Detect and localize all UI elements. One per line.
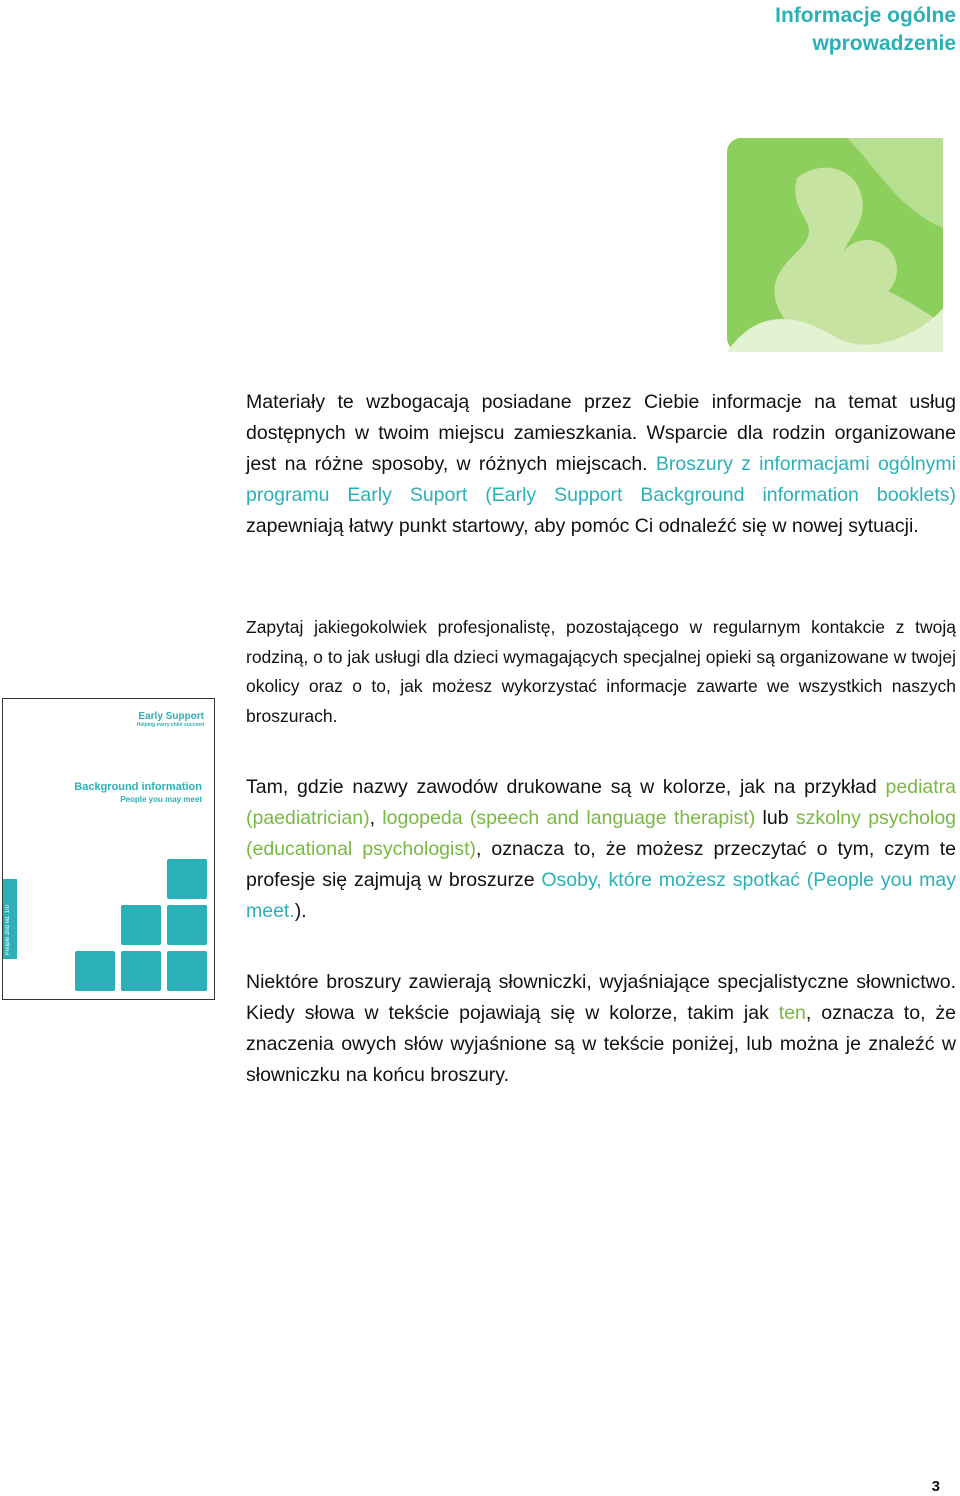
glossary-paragraph — [246, 967, 956, 1091]
glossary-text-end: , oznacza to, że znaczenia owych słów wyjaśnione są w tekście poniżej, lub można je znaleźć w słowniczku na końcu broszury. — [246, 1002, 957, 1086]
psychologist-term: szkolny psycholog (educational psychologist) — [246, 807, 957, 860]
parent-child-icon — [121, 905, 161, 945]
comma: , — [369, 807, 375, 829]
family-icon — [75, 951, 115, 991]
professions-paragraph — [246, 772, 956, 927]
professions-text: Tam, gdzie nazwy zawodów drukowane są w kolorze, jak na przykład — [246, 776, 877, 798]
closing-paren: ). — [294, 900, 307, 922]
intro-paragraph — [246, 387, 956, 542]
booklet-heading: Background information — [74, 781, 202, 793]
pediatrician-term: pediatra (paediatrician) — [246, 776, 956, 829]
intro-text-end: zapewniają łatwy punkt startowy, aby pomóc Ci odnaleźć się w nowej sytuacji. — [246, 515, 919, 537]
ask-professional-paragraph: Zapytaj jakiegokolwiek profesjonalistę, pozostającego w regularnym kontakcie z twoją rodziną, o to jak usługi dla dzieci wymagających specjalnej opieki są organizowane w twojej okolicy oraz o to, jak możesz wykorzystać informacje zawarte we wszystkich naszych broszurach. — [246, 617, 956, 726]
booklet-brand-title: Early Support — [138, 711, 204, 722]
intro-text: Materiały te wzbogacają posiadane przez Ciebie informacje na temat usług dostępnych w twoim miejscu zamieszkania. Wsparcie dla rodzin organizowane jest na różne sposoby, w różnych miejscach. — [246, 391, 956, 475]
or-text: lub — [762, 807, 789, 829]
stethoscope-icon — [121, 951, 161, 991]
highlight-example: ten — [778, 1002, 806, 1024]
flower-icon — [167, 951, 207, 991]
speech-therapist-term: logopeda (speech and language therapist) — [382, 807, 756, 829]
booklet-spine — [3, 879, 17, 959]
booklet-subheading: People you may meet — [120, 795, 202, 804]
booklet-brand — [137, 711, 204, 728]
writing-hand-icon — [167, 859, 207, 899]
page-number: 3 — [931, 1478, 940, 1495]
professions-text-middle: , oznacza to, że możesz przeczytać o tym, czym te profesje się zajmują w broszurze — [246, 838, 956, 891]
booklet-spine-text: People 2nd ed. 1/0 — [5, 904, 11, 955]
mother-child-illustration — [727, 138, 943, 352]
people-booklet-reference: Osoby, które możesz spotkać (People you may meet. — [246, 869, 956, 922]
booklet-cover — [2, 698, 215, 1000]
booklet-tagline: Helping every child succeed — [136, 722, 204, 728]
booklet-heading-block — [74, 781, 202, 804]
glossary-text: Niektóre broszury zawierają słowniczki, wyjaśniające specjalistyczne słownictwo. Kiedy słowa w tekście pojawiają się w kolorze, takim jak — [246, 971, 956, 1024]
booklets-reference: Broszury z informacjami ogólnymi programu Early Suport (Early Support Background information booklets) — [246, 453, 956, 506]
child-figure-icon — [167, 905, 207, 945]
section-title: Informacje ogólne wprowadzenie — [775, 4, 956, 55]
